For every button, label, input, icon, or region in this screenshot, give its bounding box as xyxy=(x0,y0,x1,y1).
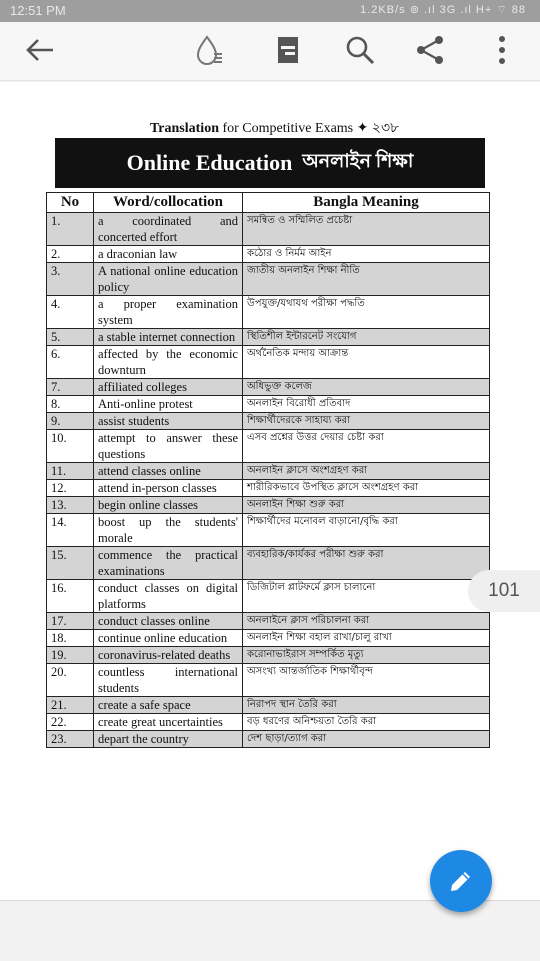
row-bangla: অধিভুক্ত কলেজ xyxy=(243,379,490,396)
table-row xyxy=(47,346,490,379)
table-row xyxy=(47,630,490,647)
row-number: 5. xyxy=(47,329,94,346)
table-row xyxy=(47,664,490,697)
table-row xyxy=(47,580,490,613)
row-word: attend classes online xyxy=(94,463,243,480)
row-bangla: অনলাইন বিরোধী প্রতিবাদ xyxy=(243,396,490,413)
page-number-badge: 101 xyxy=(468,570,540,612)
table-row xyxy=(47,480,490,497)
row-bangla: এসব প্রশ্নের উত্তর দেয়ার চেষ্টা করা xyxy=(243,430,490,463)
row-word: a draconian law xyxy=(94,246,243,263)
row-word: affected by the economic downturn xyxy=(94,346,243,379)
row-bangla: অনলাইন শিক্ষা বহাল রাখা/চালু রাখা xyxy=(243,630,490,647)
row-word: coronavirus-related deaths xyxy=(94,647,243,664)
table-row xyxy=(47,514,490,547)
status-bar xyxy=(0,0,540,22)
row-number: 23. xyxy=(47,731,94,748)
table-row xyxy=(47,213,490,246)
row-bangla: ব্যবহারিক/কার্যকর পরীক্ষা শুরু করা xyxy=(243,547,490,580)
row-word: create great uncertainties xyxy=(94,714,243,731)
column-header-no: No xyxy=(47,193,94,213)
table-row xyxy=(47,647,490,664)
page-header xyxy=(150,116,399,140)
row-word: affiliated colleges xyxy=(94,379,243,396)
table-row xyxy=(47,329,490,346)
table-row xyxy=(47,413,490,430)
row-word: depart the country xyxy=(94,731,243,748)
row-number: 1. xyxy=(47,213,94,246)
row-word: attend in-person classes xyxy=(94,480,243,497)
row-number: 20. xyxy=(47,664,94,697)
header-title-bold: Translation xyxy=(150,121,219,136)
row-number: 4. xyxy=(47,296,94,329)
row-number: 13. xyxy=(47,497,94,514)
table-header-row xyxy=(47,193,490,213)
search-icon[interactable] xyxy=(340,30,380,70)
row-number: 8. xyxy=(47,396,94,413)
row-word: a coordinated and concerted effort xyxy=(94,213,243,246)
banner-title-english: Online Education xyxy=(126,150,293,175)
chapter-banner xyxy=(55,138,485,188)
document-view-icon[interactable] xyxy=(268,30,308,70)
table-row xyxy=(47,613,490,630)
row-bangla: দেশ ছাড়া/ত্যাগ করা xyxy=(243,731,490,748)
row-word: a proper examination system xyxy=(94,296,243,329)
row-number: 3. xyxy=(47,263,94,296)
row-number: 11. xyxy=(47,463,94,480)
table-row xyxy=(47,497,490,514)
pencil-edit-icon xyxy=(448,868,474,894)
row-word: Anti-online protest xyxy=(94,396,243,413)
share-icon[interactable] xyxy=(410,30,450,70)
table-row xyxy=(47,714,490,731)
row-number: 2. xyxy=(47,246,94,263)
row-bangla: করোনাভাইরাস সম্পর্কিত মৃত্যু xyxy=(243,647,490,664)
row-bangla: অর্থনৈতিক মন্দায় আক্রান্ত xyxy=(243,346,490,379)
row-number: 17. xyxy=(47,613,94,630)
row-word: create a safe space xyxy=(94,697,243,714)
row-bangla: কঠোর ও নির্মম আইন xyxy=(243,246,490,263)
vocabulary-table xyxy=(46,192,490,748)
row-word: commence the practical examinations xyxy=(94,547,243,580)
table-row xyxy=(47,396,490,413)
status-time: 12:51 PM xyxy=(10,3,66,18)
row-number: 16. xyxy=(47,580,94,613)
water-drop-icon[interactable] xyxy=(190,30,230,70)
row-number: 21. xyxy=(47,697,94,714)
row-word: continue online education xyxy=(94,630,243,647)
row-number: 9. xyxy=(47,413,94,430)
column-header-word: Word/collocation xyxy=(94,193,243,213)
row-word: conduct classes online xyxy=(94,613,243,630)
table-row xyxy=(47,731,490,748)
table-row xyxy=(47,547,490,580)
row-bangla: সমন্বিত ও সম্মিলিত প্রচেষ্টা xyxy=(243,213,490,246)
banner-title-bangla: অনলাইন শিক্ষা xyxy=(302,151,414,172)
row-word: begin online classes xyxy=(94,497,243,514)
row-number: 10. xyxy=(47,430,94,463)
row-word: a stable internet connection xyxy=(94,329,243,346)
table-row xyxy=(47,246,490,263)
edit-fab-button[interactable] xyxy=(430,850,492,912)
row-number: 19. xyxy=(47,647,94,664)
row-number: 18. xyxy=(47,630,94,647)
row-word: boost up the students' morale xyxy=(94,514,243,547)
row-bangla: জাতীয় অনলাইন শিক্ষা নীতি xyxy=(243,263,490,296)
row-bangla: শিক্ষার্থীদের মনোবল বাড়ানো/বৃদ্ধি করা xyxy=(243,514,490,547)
status-indicators: 1.2KB/s ⊚ .ıl 3G .ıl H+ ⌔ 88 xyxy=(360,4,526,16)
back-arrow-icon[interactable] xyxy=(20,30,60,70)
row-word: attempt to answer these questions xyxy=(94,430,243,463)
table-row xyxy=(47,463,490,480)
row-word: conduct classes on digital platforms xyxy=(94,580,243,613)
row-word: countless international students xyxy=(94,664,243,697)
row-bangla: অনলাইন শিক্ষা শুরু করা xyxy=(243,497,490,514)
row-bangla: অনলাইন ক্লাসে অংশগ্রহণ করা xyxy=(243,463,490,480)
row-bangla: নিরাপদ স্থান তৈরি করা xyxy=(243,697,490,714)
row-bangla: বড় ধরণের অনিশ্চয়তা তৈরি করা xyxy=(243,714,490,731)
table-row xyxy=(47,263,490,296)
row-bangla: স্থিতিশীল ইন্টারনেট সংযোগ xyxy=(243,329,490,346)
row-number: 7. xyxy=(47,379,94,396)
table-row xyxy=(47,430,490,463)
viewer-toolbar xyxy=(0,22,540,81)
row-number: 12. xyxy=(47,480,94,497)
row-bangla: উপযুক্ত/যথাযথ পরীক্ষা পদ্ধতি xyxy=(243,296,490,329)
row-bangla: শিক্ষার্থীদেরকে সাহায্য করা xyxy=(243,413,490,430)
row-number: 22. xyxy=(47,714,94,731)
row-word: A national online education policy xyxy=(94,263,243,296)
more-vertical-icon[interactable] xyxy=(482,30,522,70)
row-bangla: ডিজিটাল প্লাটফর্মে ক্লাস চালানো xyxy=(243,580,490,613)
table-row xyxy=(47,296,490,329)
table-row xyxy=(47,697,490,714)
document-page[interactable] xyxy=(0,82,540,900)
table-body xyxy=(47,213,490,748)
row-bangla: অসংখ্য আন্তর্জাতিক শিক্ষার্থীবৃন্দ xyxy=(243,664,490,697)
row-number: 14. xyxy=(47,514,94,547)
row-number: 15. xyxy=(47,547,94,580)
row-number: 6. xyxy=(47,346,94,379)
column-header-bangla: Bangla Meaning xyxy=(243,193,490,213)
row-bangla: শারীরিকভাবে উপস্থিত ক্লাসে অংশগ্রহণ করা xyxy=(243,480,490,497)
row-bangla: অনলাইনে ক্লাস পরিচালনা করা xyxy=(243,613,490,630)
header-title-rest: for Competitive Exams ✦ ২৩৮ xyxy=(218,121,400,136)
row-word: assist students xyxy=(94,413,243,430)
table-row xyxy=(47,379,490,396)
